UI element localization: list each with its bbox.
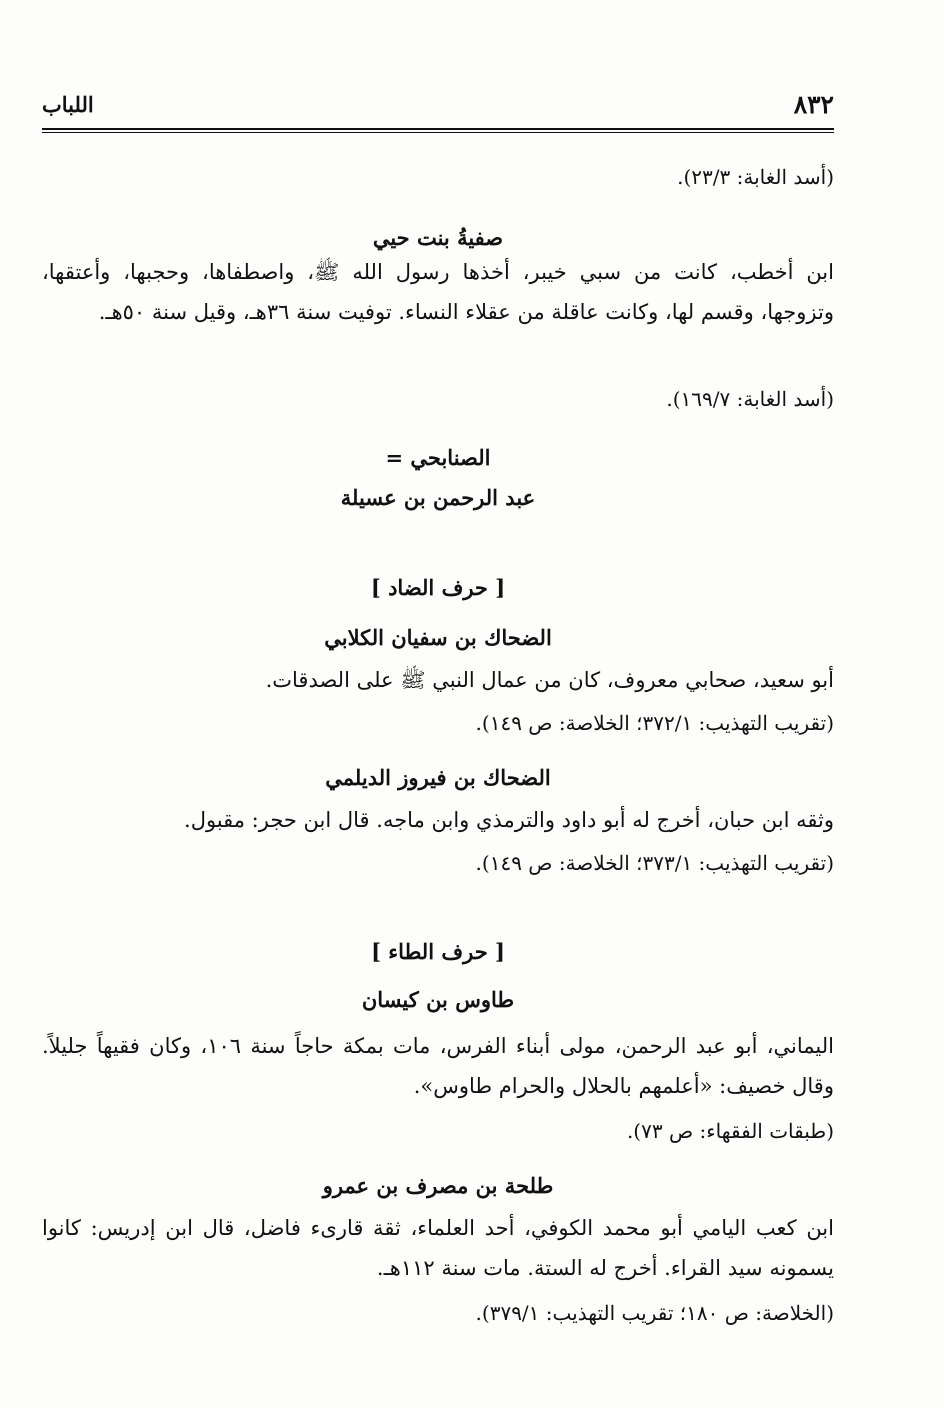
entry-title: صفيةُ بنت حيي bbox=[372, 225, 504, 250]
running-title: اللباب bbox=[42, 92, 94, 117]
reference: (أسد الغابة: ٢٣/٣). bbox=[677, 165, 834, 189]
entry-title: عبد الرحمن بن عسيلة bbox=[340, 485, 536, 510]
reference: (تقريب التهذيب: ٣٧٣/١؛ الخلاصة: ص ١٤٩). bbox=[475, 851, 834, 875]
reference: (أسد الغابة: ١٦٩/٧). bbox=[666, 387, 834, 411]
header-rule bbox=[42, 128, 834, 133]
reference: (تقريب التهذيب: ٣٧٢/١؛ الخلاصة: ص ١٤٩). bbox=[475, 711, 834, 735]
page-number: ٨٣٢ bbox=[793, 90, 834, 119]
reference: (طبقات الفقهاء: ص ٧٣). bbox=[626, 1119, 834, 1143]
entry-bio: وثقه ابن حبان، أخرج له أبو داود والترمذي وابن ماجه. قال ابن حجر: مقبول. bbox=[184, 808, 834, 832]
entry-title: طاوس بن كيسان bbox=[361, 987, 515, 1012]
reference: (الخلاصة: ص ١٨٠؛ تقريب التهذيب: ٣٧٩/١). bbox=[475, 1301, 834, 1325]
entry-bio: ابن أخطب، كانت من سبي خيبر، أخذها رسول الله ﷺ، واصطفاها، وحجبها، وأعتقها، وتزوجها، وقسم لها، وكانت عاقلة من عقلاء النساء. توفيت سنة ٣٦هـ، وقيل سنة ٥٠هـ. bbox=[42, 260, 834, 324]
entry-title: الضحاك بن سفيان الكلابي bbox=[324, 625, 552, 650]
page-header bbox=[42, 90, 834, 126]
entry-bio: ابن كعب اليامي أبو محمد الكوفي، أحد العلماء، ثقة قارىء فاضل، قال ابن إدريس: كانوا يسمونه سيد القراء. أخرج له الستة. مات سنة ١١٢هـ. bbox=[42, 1216, 834, 1280]
entry-bio: أبو سعيد، صحابي معروف، كان من عمال النبي ﷺ على الصدقات. bbox=[265, 668, 834, 692]
section-heading: [ حرف الطاء ] bbox=[371, 939, 505, 964]
entry-bio: اليماني، أبو عبد الرحمن، مولى أبناء الفرس، مات بمكة حاجاً سنة ١٠٦، وكان فقيهاً جليلاً. وقال خصيف: «أعلمهم بالحلال والحرام طاوس». bbox=[42, 1034, 834, 1098]
entry-title: الضحاك بن فيروز الديلمي bbox=[325, 765, 551, 790]
entry-title: طلحة بن مصرف بن عمرو bbox=[322, 1173, 554, 1198]
entry-title: الصنابحي = bbox=[385, 445, 491, 470]
section-heading: [ حرف الضاد ] bbox=[370, 575, 506, 600]
